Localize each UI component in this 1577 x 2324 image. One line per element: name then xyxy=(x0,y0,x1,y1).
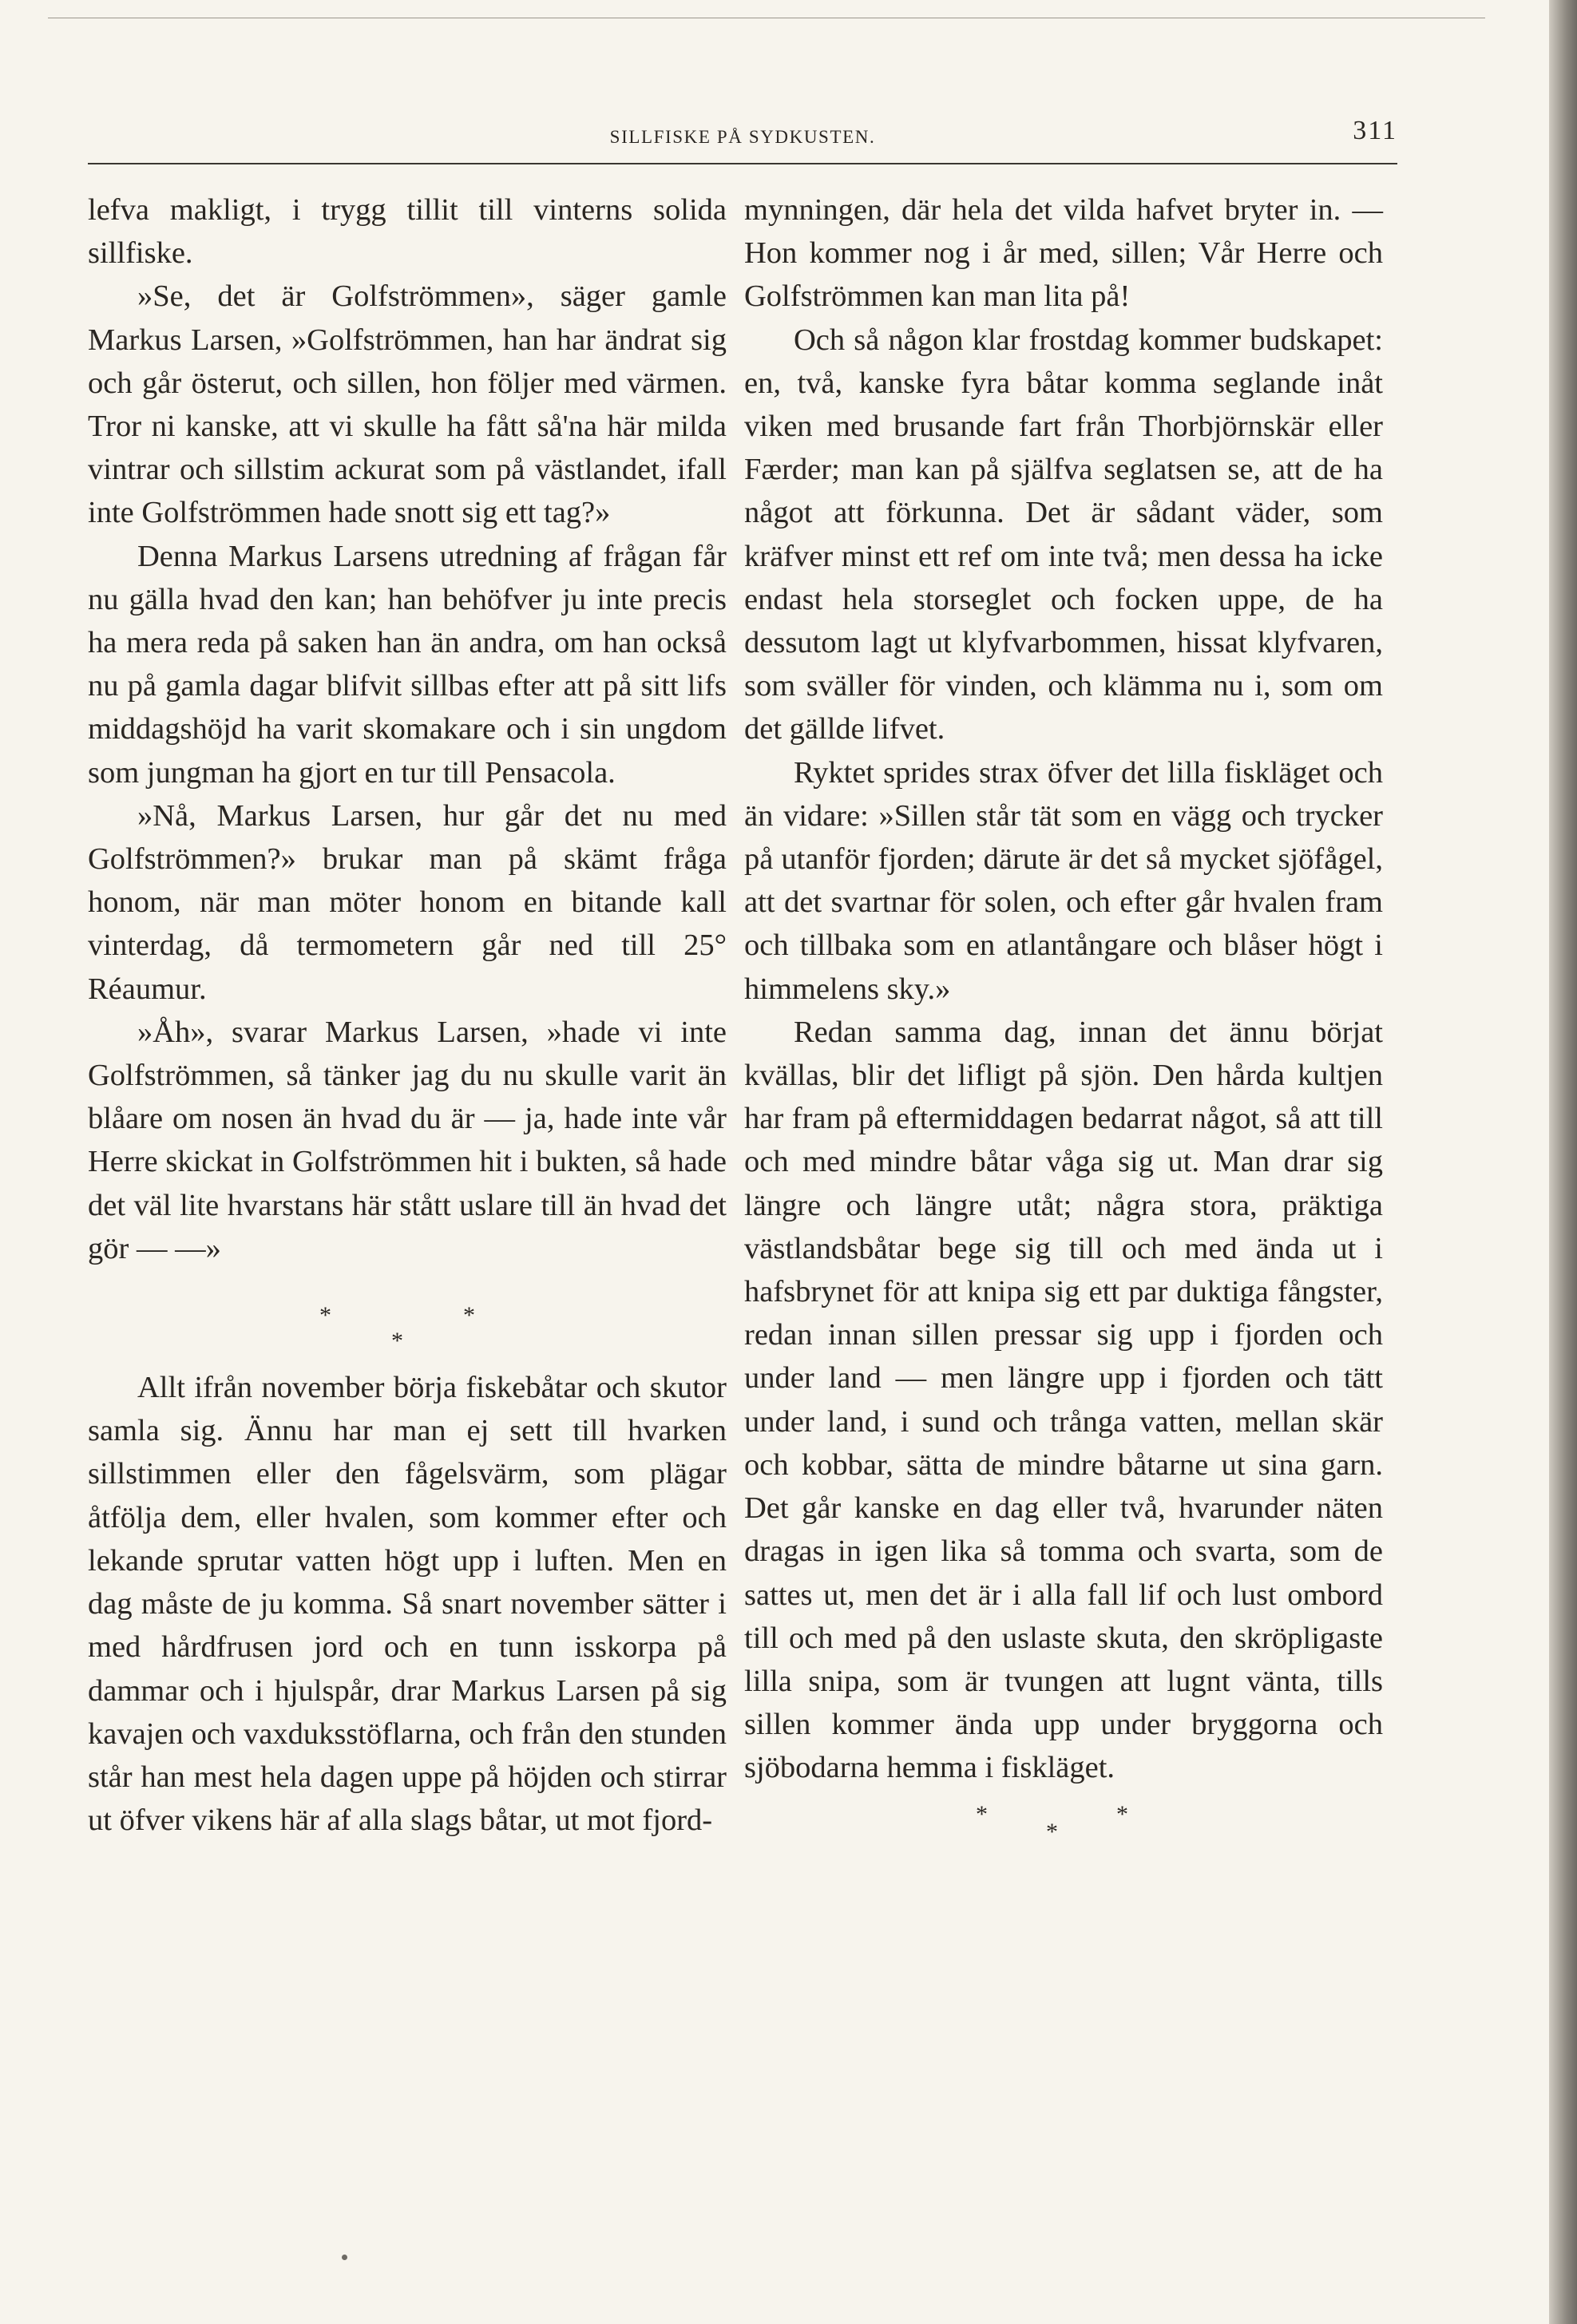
ink-speck xyxy=(342,2255,347,2260)
running-head: SILLFISKE PÅ SYDKUSTEN. xyxy=(609,127,876,147)
asterisk: * xyxy=(1116,1800,1128,1827)
left-column xyxy=(88,188,727,1842)
paragraph: mynningen, där hela det vilda hafvet bryter in. — Hon kommer nog i år med, sillen; Vår Herre och Golfströmmen kan man lita på! xyxy=(744,193,1383,314)
section-break-asterisks xyxy=(88,1270,727,1366)
asterisk: * xyxy=(463,1302,475,1329)
page-edge-shadow xyxy=(1549,0,1577,2324)
asterisk: * xyxy=(391,1328,403,1355)
asterisk: * xyxy=(976,1800,988,1827)
paragraph: lefva makligt, i trygg tillit till vinterns solida sillfiske. xyxy=(88,193,727,271)
page-header xyxy=(88,116,1397,156)
paragraph: »Se, det är Golfströmmen», säger gamle Markus Larsen, »Golfströmmen, han har ändrat sig och går österut, och sillen, hon följer med värmen. Tror ni kanske, att vi skulle ha fått så'na här milda vintrar och sillstim ackurat som på västlandet, ifall inte Golfströmmen hade snott sig ett tag?» xyxy=(88,279,727,530)
paragraph: Redan samma dag, innan det ännu börjat kvällas, blir det lifligt på sjön. Den hårda kultjen har fram på eftermiddagen bedarrat något, så att till och med mindre båtar våga sig ut. Man drar sig längre och längre utåt; några stora, präktiga västlandsbåtar bege sig till och med ända ut i hafsbrynet för att knipa sig ett par duktiga fångster, redan innan sillen pressar sig upp i fjorden och under land — men längre upp i fjorden och tätt under land, i sund och trånga vatten, mellan skär och kobbar, sätta de mindre båtarne ut sina garn. Det går kanske en dag eller två, hvarunder näten dragas in igen lika så tomma och svarta, som de sattes ut, men det är i alla fall lif och lust ombord till och med på den uslaste skuta, den skröpligaste lilla snipa, som är tvungen att lugnt vänta, tills sillen kommer ända upp under bryggorna och sjöbodarna hemma i fiskläget. xyxy=(744,1015,1383,1785)
right-column xyxy=(744,188,1383,1854)
section-break-asterisks xyxy=(744,1790,1383,1854)
asterisk: * xyxy=(1046,1818,1058,1845)
asterisk: * xyxy=(319,1302,331,1329)
paragraph: »Nå, Markus Larsen, hur går det nu med Golfströmmen?» brukar man på skämt fråga honom, när man möter honom en bitande kall vinterdag, då termometern går ned till 25° Réaumur. xyxy=(88,798,727,1006)
header-rule xyxy=(88,163,1397,164)
paragraph: »Åh», svarar Markus Larsen, »hade vi inte Golfströmmen, så tänker jag du nu skulle varit än blåare om nosen än hvad du är — ja, hade inte vår Herre skickat in Golfströmmen hit i bukten, så hade det väl lite hvarstans här stått uslare till än hvad det gör — —» xyxy=(88,1015,727,1265)
paragraph: Och så någon klar frostdag kommer budskapet: en, två, kanske fyra båtar komma seglande inåt viken med brusande fart från Thorbjörnskär eller Færder; man kan på själfva seglatsen se, att de ha något att förkunna. Det är sådant väder, som kräfver minst ett ref om inte två; men dessa ha icke endast hela storseglet och focken uppe, de ha dessutom lagt ut klyfvarbommen, hissat klyfvaren, som sväller för vinden, och klämma nu i, som om det gällde lifvet. xyxy=(744,323,1383,746)
paragraph: Denna Markus Larsens utredning af frågan får nu gälla hvad den kan; han behöfver ju inte precis ha mera reda på saken han än andra, om han också nu på gamla dagar blifvit sillbas efter att på sitt lifs middagshöjd ha varit skomakare och i sin ungdom som jungman ha gjort en tur till Pensacola. xyxy=(88,539,727,790)
page-number: 311 xyxy=(1353,116,1397,145)
paragraph: Allt ifrån november börja fiskebåtar och skutor samla sig. Ännu har man ej sett till hvarken sillstimmen eller den fågelsvärm, som plägar åtfölja dem, eller hvalen, som kommer efter och lekande sprutar vatten högt upp i luften. Men en dag måste de ju komma. Så snart november sätter i med hårdfrusen jord och en tunn isskorpa på dammar och i hjulspår, drar Markus Larsen på sig kavajen och vaxduksstöflarna, och från den stunden står han mest hela dagen uppe på höjden och stirrar ut öfver vikens här af alla slags båtar, ut mot fjord- xyxy=(88,1371,727,1838)
paragraph: Ryktet sprides strax öfver det lilla fiskläget och än vidare: »Sillen står tät som en vägg och trycker på utanför fjorden; därute är det så mycket sjöfågel, att det svartnar för solen, och efter går hvalen fram och tillbaka som en atlantångare och blåser högt i himmelens sky.» xyxy=(744,755,1383,1006)
